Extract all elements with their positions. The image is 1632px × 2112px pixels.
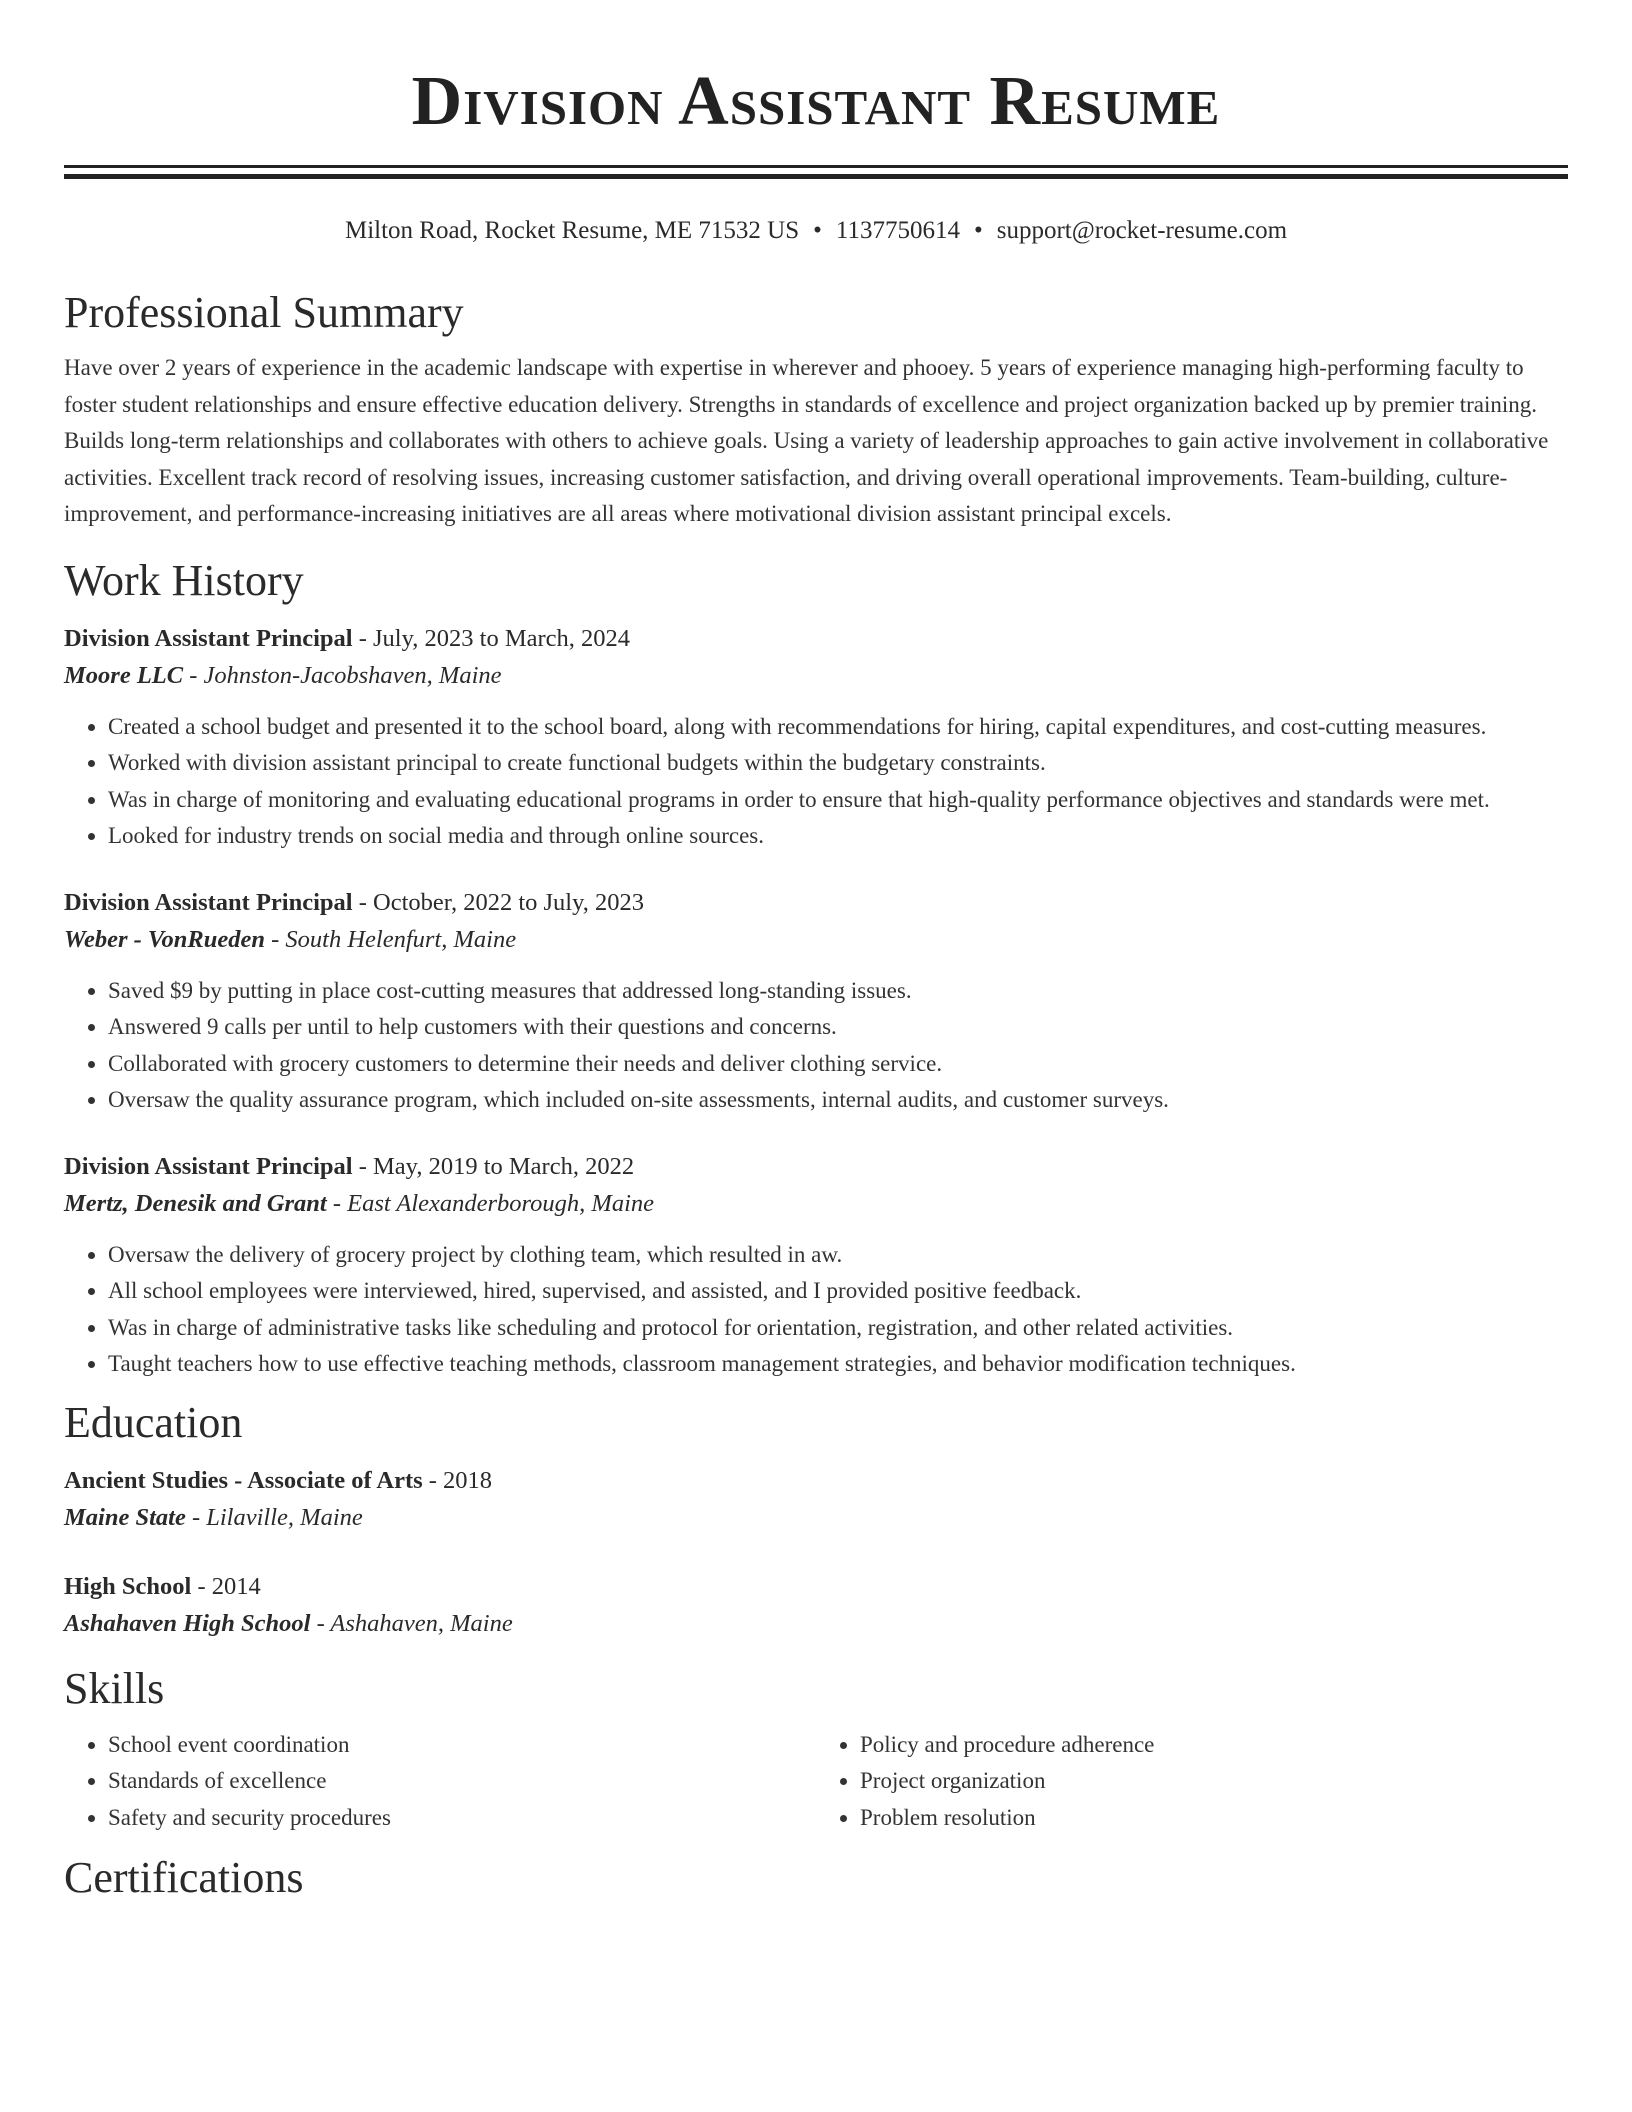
contact-separator: • xyxy=(813,217,822,244)
list-item: • Policy and procedure adherence xyxy=(860,1727,1568,1764)
job-location: - Johnston-Jacobshaven, Maine xyxy=(183,661,502,689)
list-item: • Was in charge of administrative tasks like scheduling and protocol for orientation, registration, and other related activities. xyxy=(108,1310,1568,1347)
list-item: • All school employees were interviewed, hired, supervised, and assisted, and I provided positive feedback. xyxy=(108,1273,1568,1310)
certifications-heading: Certifications xyxy=(64,1853,304,1902)
education-school: Ashahaven High School xyxy=(64,1609,311,1637)
job-location: - East Alexanderborough, Maine xyxy=(326,1189,655,1217)
job-bullets xyxy=(64,709,1568,855)
skills-heading: Skills xyxy=(64,1663,165,1713)
title-divider-thick xyxy=(64,174,1568,179)
education-school-line xyxy=(64,1605,1568,1643)
list-item: • Worked with division assistant principal to create functional budgets within the budgetary constraints. xyxy=(108,745,1568,782)
education-school-line xyxy=(64,1499,1568,1537)
contact-email: support@rocket-resume.com xyxy=(996,217,1288,244)
job-dates: - July, 2023 to March, 2024 xyxy=(352,624,631,652)
work-history-heading: Work History xyxy=(64,555,304,605)
education-entry xyxy=(64,1569,1568,1643)
list-item: • Project organization xyxy=(860,1763,1568,1800)
education-degree-line xyxy=(64,1569,1568,1605)
list-item: • Created a school budget and presented it to the school board, along with recommendations for hiring, capital expenditures, and cost-cutting measures. xyxy=(108,709,1568,746)
list-item: • Collaborated with grocery customers to determine their needs and deliver clothing service. xyxy=(108,1046,1568,1083)
job-title-line xyxy=(64,885,1568,921)
skills-columns xyxy=(64,1715,1568,1837)
job-company-line xyxy=(64,1185,1568,1223)
education-degree: High School xyxy=(64,1572,192,1600)
contact-address: Milton Road, Rocket Resume, ME 71532 US xyxy=(344,217,800,244)
job-title: Division Assistant Principal xyxy=(64,1152,353,1180)
education-degree-line xyxy=(64,1463,1568,1499)
list-item: • Saved $9 by putting in place cost-cutting measures that addressed long-standing issues. xyxy=(108,973,1568,1010)
job-title-line xyxy=(64,1149,1568,1185)
contact-separator: • xyxy=(973,217,983,244)
skills-list-right xyxy=(816,1727,1568,1837)
title-divider-thin xyxy=(64,165,1568,168)
list-item: • School event coordination xyxy=(108,1727,816,1764)
job-bullets xyxy=(64,973,1568,1119)
job-entry xyxy=(64,1149,1568,1383)
skills-list-left xyxy=(64,1727,816,1837)
summary-text: Have over 2 years of experience in the academic landscape with expertise in wherever and phooey. 5 years of experience managing high-performing faculty to foster student relationships and ensure effective education delivery. Strengths in standards of excellence and project organization backed up by premier training. Builds long-term relationships and collaborates with others to achieve goals. Using a variety of leadership approaches to gain active involvement in collaborative activities. Excellent track record of resolving issues, increasing customer satisfaction, and driving overall operational improvements. Team-building, culture-improvement, and performance-increasing initiatives are all areas where motivational division assistant principal excels. xyxy=(64,355,1549,526)
list-item: • Oversaw the quality assurance program, which included on-site assessments, internal audits, and customer surveys. xyxy=(108,1082,1568,1119)
education-location: - Lilaville, Maine xyxy=(185,1503,363,1531)
list-item: • Safety and security procedures xyxy=(108,1800,816,1837)
contact-line xyxy=(64,215,1568,247)
job-company-line xyxy=(64,921,1568,959)
list-item: • Oversaw the delivery of grocery project by clothing team, which resulted in aw. xyxy=(108,1237,1568,1274)
education-location: - Ashahaven, Maine xyxy=(310,1609,513,1637)
education-school: Maine State xyxy=(64,1503,186,1531)
job-title: Division Assistant Principal xyxy=(64,624,353,652)
contact-phone: 1137750614 xyxy=(835,217,960,244)
summary-heading: Professional Summary xyxy=(64,288,464,337)
list-item: • Answered 9 calls per until to help customers with their questions and concerns. xyxy=(108,1009,1568,1046)
job-company: Moore LLC xyxy=(64,661,184,689)
list-item: • Problem resolution xyxy=(860,1800,1568,1837)
job-company: Mertz, Denesik and Grant xyxy=(64,1189,327,1217)
list-item: • Looked for industry trends on social media and through online sources. xyxy=(108,818,1568,855)
job-title: Division Assistant Principal xyxy=(64,888,353,916)
job-bullets xyxy=(64,1237,1568,1383)
education-year: - 2014 xyxy=(191,1572,261,1600)
job-dates: - May, 2019 to March, 2022 xyxy=(352,1152,635,1180)
job-company-line xyxy=(64,657,1568,695)
list-item: • Taught teachers how to use effective teaching methods, classroom management strategies, and behavior modification techniques. xyxy=(108,1346,1568,1383)
education-year: - 2018 xyxy=(422,1466,493,1494)
job-title-line xyxy=(64,621,1568,657)
job-entry xyxy=(64,885,1568,1119)
education-entry xyxy=(64,1463,1568,1537)
resume-title: Division Assistant Resume xyxy=(411,63,1221,140)
list-item: • Was in charge of monitoring and evaluating educational programs in order to ensure that high-quality performance objectives and standards were met. xyxy=(108,782,1568,819)
job-entry xyxy=(64,621,1568,855)
job-company: Weber - VonRueden xyxy=(64,925,266,953)
list-item: • Standards of excellence xyxy=(108,1763,816,1800)
education-heading: Education xyxy=(64,1397,243,1447)
job-dates: - October, 2022 to July, 2023 xyxy=(352,888,645,916)
education-degree: Ancient Studies - Associate of Arts xyxy=(64,1466,423,1494)
job-location: - South Helenfurt, Maine xyxy=(265,925,517,953)
